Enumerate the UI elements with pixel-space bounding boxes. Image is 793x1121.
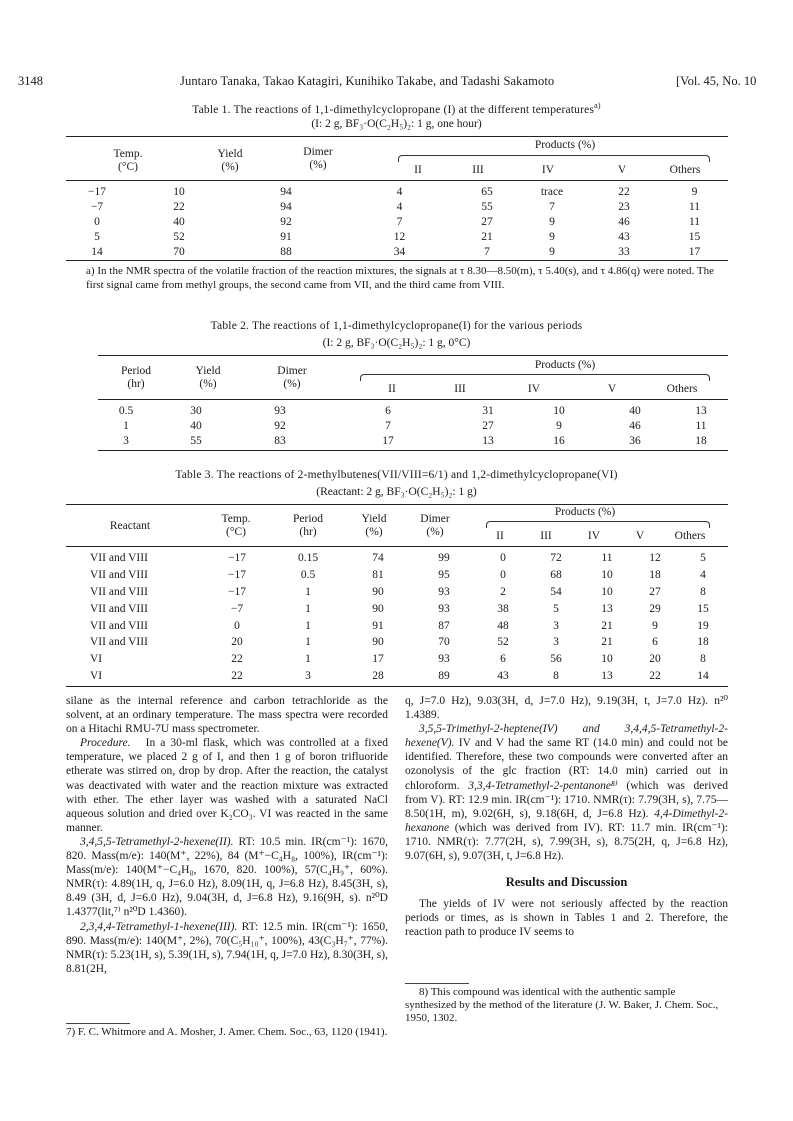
table3-cell: VII and VIII: [90, 636, 148, 649]
table2-head-III: III: [454, 383, 466, 395]
table1-cell: 9: [549, 245, 555, 258]
table1-cell: 17: [688, 245, 701, 258]
table1-cell: 55: [481, 200, 493, 213]
table3-cell: 90: [372, 636, 384, 649]
table1-cell: 27: [481, 215, 493, 228]
table3-cell: 6: [500, 653, 506, 666]
table2-cell: 40: [190, 419, 202, 432]
table3-cell: 1: [305, 636, 311, 649]
table3-head-reactant: Reactant: [109, 520, 151, 532]
table3-cell: 95: [438, 569, 450, 582]
compound-hexanone-data: (which was derived from IV). RT: 11.7 min. IR(cm⁻¹): 1710. NMR(τ): 7.77(2H, s), 7.99(3H, s), 8.75(2H, q, J=6.8 Hz), 9.07(6H, s), 9.07(3H, t, J=6.8 Hz).: [405, 821, 728, 863]
table3-cell: 12: [649, 552, 661, 565]
compound-III-data: RT: 12.5 min. IR(cm⁻¹): 1650, 890. Mass(m/e): 140(M⁺, 2%), 70(C₅H₁₀⁺, 100%), 43(C₃H₇⁺, 77%). NMR(τ): 5.23(1H, s), 5.39(1H, s), 7.94(1H, q, J=7.0 Hz), 8.30(3H, s), 8.81(2H,: [66, 920, 388, 975]
compound-II-paragraph: [66, 835, 388, 920]
table1-row: [66, 199, 728, 214]
table1-conditions: (I: 2 g, BF₃·O(C₂H₅)₂: 1 g, one hour): [311, 118, 482, 130]
table1-cell: 70: [173, 245, 185, 258]
table3-cell: 15: [697, 602, 709, 615]
table3-cell: 3: [553, 636, 559, 649]
table1-row: [66, 229, 728, 244]
table1-cell: 92: [280, 215, 292, 228]
table3-head-V: V: [635, 530, 645, 542]
table3-cell: 20: [649, 653, 661, 666]
table1-head-dimer-unit: (%): [309, 159, 327, 171]
compound-pentanone-name: 3,3,4-Tetramethyl-2-pentanone⁸⁾: [468, 779, 618, 792]
compound-IV-V-paragraph: [405, 722, 728, 863]
table1-cell: 91: [280, 230, 292, 243]
table3-cell: 68: [550, 569, 562, 582]
table1-products-brace: [398, 155, 710, 162]
table1-cell: 5: [94, 230, 100, 243]
table3-cell: 52: [497, 636, 509, 649]
table3-cell: VII and VIII: [90, 602, 148, 615]
table2-head-yield-unit: (%): [199, 378, 217, 390]
table3-cell: 9: [652, 619, 658, 632]
left-para-1: silane as the internal reference and carbon tetrachloride as the solvent, at an ordinary temperature. The mass spectra were recorded on a Hitachi RMU-7U mass spectrometer.: [66, 695, 388, 736]
table3-cell: 2: [500, 585, 506, 598]
right-footnote-rule: [405, 983, 469, 984]
table1-cell: 52: [173, 230, 185, 243]
table1-cell: 40: [173, 215, 185, 228]
table1-cell: 94: [280, 200, 292, 213]
table3-products-label: Products (%): [554, 506, 616, 518]
table1-cell: trace: [540, 185, 564, 198]
table3-cell: 22: [231, 669, 243, 682]
table1-bottom-rule: [66, 260, 728, 261]
table3-cell: 43: [497, 669, 509, 682]
table3-cell: VII and VIII: [90, 585, 148, 598]
compound-III-name: 2,3,4,4-Tetramethyl-1-hexene(III).: [80, 920, 238, 933]
table3-head-IV: IV: [587, 530, 601, 542]
table1-head-temp: [88, 148, 168, 174]
table3-cell: 1: [305, 585, 311, 598]
table2-mid-rule: [98, 399, 728, 400]
table3-cell: 81: [372, 569, 384, 582]
table1-head-IV: IV: [541, 164, 555, 176]
table2-head-yield: [168, 365, 248, 391]
table3-cell: VII and VIII: [90, 619, 148, 632]
table3-cell: 17: [372, 653, 384, 666]
table3-head-III: III: [540, 530, 552, 542]
table1-cell: 9: [691, 185, 698, 198]
table3-row: [66, 584, 728, 601]
table2-bottom-rule: [98, 450, 728, 451]
table3-row: [66, 550, 728, 567]
results-paragraph: The yields of IV were not seriously affected by the reaction periods or times, as is shown in Tables 1 and 2. Therefore, the reaction path to produce IV seems to: [405, 898, 728, 939]
table2-cell: 30: [190, 404, 202, 417]
table1-cell: −17: [88, 185, 106, 198]
table1-cell: 43: [618, 230, 630, 243]
table3-cell: 21: [601, 636, 613, 649]
table2-cell: 17: [382, 434, 394, 447]
table1-row: [66, 244, 728, 259]
table2-cell: 10: [553, 404, 565, 417]
table1-products-label: Products (%): [534, 139, 596, 151]
table3-row: [66, 617, 728, 634]
table3-head-II: II: [496, 530, 504, 542]
table2-head-yield-label: Yield: [195, 365, 221, 377]
table3-cell: 10: [601, 569, 613, 582]
table3-mid-rule: [66, 546, 728, 547]
table1-cell: 4: [396, 200, 403, 213]
table3-cell: 10: [601, 585, 613, 598]
table2-top-rule: [98, 355, 728, 356]
table2-cell: 1: [123, 419, 129, 432]
table3-head-dimer: [395, 513, 475, 539]
right-column: [405, 694, 728, 940]
table3-cell: 4: [700, 569, 706, 582]
table2-cell: 36: [629, 434, 641, 447]
table3-cell: 74: [372, 552, 384, 565]
compound-III-paragraph: [66, 920, 388, 976]
table2-cell: 18: [695, 434, 707, 447]
table3-cell: VI: [90, 669, 103, 682]
table1-cell: 12: [393, 230, 406, 243]
table3-row: [66, 668, 728, 685]
table1-cell: 65: [481, 185, 493, 198]
table3-cell: 8: [700, 585, 706, 598]
table2-cell: 27: [482, 419, 494, 432]
running-authors: Juntaro Tanaka, Takao Katagiri, Kunihiko Takabe, and Tadashi Sakamoto: [180, 74, 555, 88]
table2-cell: 83: [274, 434, 286, 447]
table3-row: [66, 634, 728, 651]
table3-cell: 89: [438, 669, 450, 682]
table3-cell: 5: [553, 602, 559, 615]
table2-head-period-unit: (hr): [127, 378, 145, 390]
table3-row: [66, 600, 728, 617]
table3-head-period-unit: (hr): [299, 526, 317, 538]
table3-cell: 29: [649, 602, 661, 615]
table3-head-dimer-label: Dimer: [420, 513, 450, 525]
table1-cell: 4: [396, 185, 403, 198]
table3-head-others: Others: [674, 530, 706, 542]
table1-footnote: a) In the NMR spectra of the volatile fraction of the reaction mixtures, the signals at τ 8.30—8.50(m), τ 5.40(s), and τ 4.86(q) were noted. The first signal came from methyl groups, the second came from VII, and the third came from VIII.: [86, 265, 714, 291]
table3-cell: 6: [652, 636, 658, 649]
table1-cell: 14: [91, 245, 103, 258]
table1-cell: 34: [393, 245, 406, 258]
table3-cell: 22: [231, 653, 243, 666]
table3-cell: 70: [438, 636, 450, 649]
table1-head-yield: [190, 148, 270, 174]
table3-top-rule: [66, 504, 728, 505]
table1-cell: −7: [90, 200, 104, 213]
table2-products-label: Products (%): [534, 359, 596, 371]
table3-cell: 3: [553, 619, 559, 632]
table3-cell: 90: [372, 602, 384, 615]
table3-cell: 90: [372, 585, 384, 598]
journal-volume: [Vol. 45, No. 10: [676, 74, 757, 88]
table3-cell: VII and VIII: [90, 569, 148, 582]
table3-row: [66, 651, 728, 668]
table3-bottom-rule: [66, 686, 728, 687]
table1-cell: 10: [173, 185, 185, 198]
table3-cell: 91: [372, 619, 384, 632]
table1-head-others: Others: [669, 164, 701, 176]
table1-cell: 7: [549, 200, 555, 213]
table3-cell: 0.15: [297, 552, 319, 565]
table3-cell: VII and VIII: [90, 552, 148, 565]
footnote-7: 7) F. C. Whitmore and A. Mosher, J. Amer. Chem. Soc., 63, 1120 (1941).: [66, 1026, 388, 1038]
table3-caption: Table 3. The reactions of 2-methylbutenes(VII/VIII=6/1) and 1,2-dimethylcyclopropane(VI): [175, 469, 618, 481]
table1-cell: 21: [481, 230, 493, 243]
table3-cell: 18: [697, 636, 709, 649]
table1-cell: 7: [484, 245, 490, 258]
table1-cell: 22: [173, 200, 185, 213]
section-heading: Results and Discussion: [505, 875, 628, 890]
table3-cell: 48: [497, 619, 509, 632]
table3-head-period-label: Period: [292, 513, 324, 525]
table2-cell: 40: [629, 404, 641, 417]
table3-cell: 0: [234, 619, 240, 632]
table3-cell: −17: [228, 569, 246, 582]
table3-cell: 87: [438, 619, 450, 632]
table3-cell: −17: [228, 585, 246, 598]
table1-cell: 23: [618, 200, 630, 213]
compound-IV-V-name: 3,5,5-Trimethyl-2-heptene(IV) and 3,4,4,5-Tetramethyl-2-hexene(V).: [405, 723, 728, 750]
table2-head-IV: IV: [527, 383, 541, 395]
table1-head-dimer-label: Dimer: [303, 146, 333, 158]
table3-cell: 3: [305, 669, 311, 682]
table3-cell: 5: [700, 552, 706, 565]
table3-cell: 13: [601, 669, 613, 682]
table2-cell: 9: [556, 419, 562, 432]
table3-cell: 27: [649, 585, 661, 598]
table1-head-III: III: [472, 164, 484, 176]
footnote-8: 8) This compound was identical with the authentic sample synthesized by the method of the literature (J. W. Baker, J. Chem. Soc., 1950, 1302.: [405, 986, 719, 1024]
table2-cell: 93: [274, 404, 286, 417]
table1-head-yield-label: Yield: [217, 148, 243, 160]
table3-cell: 11: [601, 552, 613, 565]
table1-cell: 7: [396, 215, 403, 228]
table3-conditions: (Reactant: 2 g, BF₃·O(C₂H₅)₂: 1 g): [316, 486, 477, 498]
table1-row: [66, 184, 728, 199]
table3-cell: 38: [497, 602, 509, 615]
table3-head-yield-label: Yield: [361, 513, 387, 525]
table3-cell: −17: [228, 552, 246, 565]
compound-II-data: RT: 10.5 min. IR(cm⁻¹): 1670, 820. Mass(m/e): 140(M⁺, 22%), 84 (M⁺−C₄H₈, 100%), IR(cm⁻¹): Mass(m/e): 140(M⁺−C₄H₈, 1670, 820. 100%), 57(C₄H₉⁺, 60%). NMR(τ): 4.89(1H, q, J=6.0 Hz), 8.09(1H, q, J=6.8 Hz), 8.45(3H, s), 8.49 (3H, d, J=6.0 Hz), 9.04(3H, d, J=6.8 Hz), 9.16(9H, s). n²⁰D 1.4377(lit,⁷⁾ n²⁰D 1.4360).: [66, 835, 388, 919]
table3-cell: 72: [550, 552, 562, 565]
table1-cell: 46: [618, 215, 630, 228]
table2-cell: 55: [190, 434, 202, 447]
table2-cell: 7: [385, 419, 391, 432]
table2-cell: 11: [695, 419, 707, 432]
table3-cell: 22: [649, 669, 661, 682]
table3-cell: 0: [500, 552, 506, 565]
table1-cell: 22: [618, 185, 630, 198]
table2-head-II: II: [388, 383, 396, 395]
table1-cell: 88: [280, 245, 292, 258]
table1-cell: 0: [94, 215, 100, 228]
table2-head-period-label: Period: [120, 365, 152, 377]
table3-head-temp-unit: (°C): [226, 526, 246, 538]
table3-cell: 1: [305, 619, 311, 632]
table1-cell: 11: [688, 200, 701, 213]
table1-head-temp-unit: (°C): [118, 161, 138, 173]
table1-body: [66, 184, 728, 259]
table1-top-rule: [66, 136, 728, 137]
table1-head-dimer: [278, 146, 358, 172]
table2-head-period: [96, 365, 176, 391]
table2-cell: 92: [274, 419, 286, 432]
table3-cell: 99: [438, 552, 450, 565]
table3-cell: 21: [601, 619, 613, 632]
table3-cell: 8: [553, 669, 559, 682]
table3-cell: 28: [372, 669, 384, 682]
procedure-label: Procedure.: [80, 737, 131, 750]
table3-cell: 0: [500, 569, 506, 582]
table3-cell: 56: [550, 653, 562, 666]
table2-cell: 13: [695, 404, 707, 417]
table2-head-others: Others: [666, 383, 698, 395]
table3-row: [66, 567, 728, 584]
table3-cell: 1: [305, 602, 311, 615]
table3-cell: 10: [601, 653, 613, 666]
table3-body: [66, 550, 728, 684]
table3-head-temp: [196, 513, 276, 539]
table3-cell: 13: [601, 602, 613, 615]
table1-head-yield-unit: (%): [221, 161, 239, 173]
table2-cell: 0.5: [118, 404, 134, 417]
table1-caption: [0, 101, 793, 116]
compound-IV-V-data: IV and V had the same RT (14.0 min) and could not be identified. Therefore, these two compounds were converted after an ozonolysis of the glc fraction (RT: 14.0 min) carried out in chloroform.: [405, 737, 728, 792]
table3-cell: 18: [649, 569, 661, 582]
table1-cell: 9: [549, 215, 555, 228]
left-footnote-rule: [66, 1023, 130, 1024]
table1-head-temp-label: Temp.: [113, 148, 143, 160]
table1-cell: 33: [618, 245, 630, 258]
table2-cell: 46: [629, 419, 641, 432]
table1-head-II: II: [414, 164, 422, 176]
compound-pentanone-data: (which was derived from V). RT: 12.9 min. IR(cm⁻¹): 1710. NMR(τ): 7.79(3H, s), 7.75—8.50(1H, m), 9.02(6H, s), 9.18(6H, d, J=6.8 Hz).: [405, 779, 729, 820]
compound-II-name: 3,4,5,5-Tetramethyl-2-hexene(II).: [80, 835, 234, 848]
compound-hexanone-name: 4,4-Dimethyl-2-hexanone: [405, 807, 729, 834]
table3-cell: 20: [231, 636, 243, 649]
table2-head-dimer: [252, 365, 332, 391]
table2-row: [98, 433, 728, 448]
table2-products-brace: [360, 374, 710, 381]
table2-row: [98, 403, 728, 418]
right-para-1: q, J=7.0 Hz), 9.03(3H, d, J=7.0 Hz), 9.19(3H, t, J=7.0 Hz). n²⁰ 1.4389.: [405, 695, 728, 722]
table3-cell: 8: [700, 653, 706, 666]
table1-caption-text: Table 1. The reactions of 1,1-dimethylcyclopropane (I) at the different temperatures: [192, 103, 595, 116]
table2-head-V: V: [607, 383, 617, 395]
table3-head-dimer-unit: (%): [426, 526, 444, 538]
table1-row: [66, 214, 728, 229]
left-column: [66, 694, 388, 976]
table2-cell: 13: [482, 434, 494, 447]
table3-cell: −7: [230, 602, 244, 615]
table2-head-dimer-label: Dimer: [277, 365, 307, 377]
table3-cell: VI: [90, 653, 103, 666]
table2-body: [98, 403, 728, 448]
table1-cell: 94: [280, 185, 292, 198]
table2-caption: Table 2. The reactions of 1,1-dimethylcyclopropane(I) for the various periods: [210, 320, 583, 332]
table3-cell: 54: [550, 585, 562, 598]
table2-cell: 16: [553, 434, 565, 447]
table3-cell: 19: [697, 619, 709, 632]
page-number: 3148: [18, 74, 43, 88]
table2-cell: 3: [123, 434, 129, 447]
procedure-text: In a 30-ml flask, which was controlled at a fixed temperature, we placed 2 g of I, and then 1 g of boron trifluoride etherate was stirred on, drop by drop. After the reaction, the catalyst was deactivated with water and the reaction mixture was extracted with ether. The ether layer was washed with a saturated NaCl aqueous solution and dried over K₂CO₃. VI was reacted in the same manner.: [66, 737, 389, 834]
table1-cell: 9: [549, 230, 555, 243]
table2-row: [98, 418, 728, 433]
table3-cell: 14: [697, 669, 709, 682]
table3-cell: 93: [438, 585, 450, 598]
table1-head-V: V: [617, 164, 627, 176]
table3-head-yield-unit: (%): [365, 526, 383, 538]
table3-products-brace: [486, 521, 710, 528]
table3-cell: 0.5: [300, 569, 316, 582]
table2-head-dimer-unit: (%): [283, 378, 301, 390]
table1-caption-mark: a): [594, 101, 601, 110]
table3-cell: 93: [438, 602, 450, 615]
table3-cell: 1: [305, 653, 311, 666]
table2-conditions: (I: 2 g, BF₃·O(C₂H₅)₂: 1 g, 0°C): [322, 337, 471, 349]
table1-cell: 11: [688, 215, 701, 228]
table2-cell: 31: [482, 404, 494, 417]
procedure-paragraph: [66, 736, 388, 835]
table3-head-temp-label: Temp.: [221, 513, 251, 525]
table3-cell: 93: [438, 653, 450, 666]
table2-cell: 6: [385, 404, 391, 417]
table1-cell: 15: [688, 230, 701, 243]
table1-mid-rule: [66, 180, 728, 181]
